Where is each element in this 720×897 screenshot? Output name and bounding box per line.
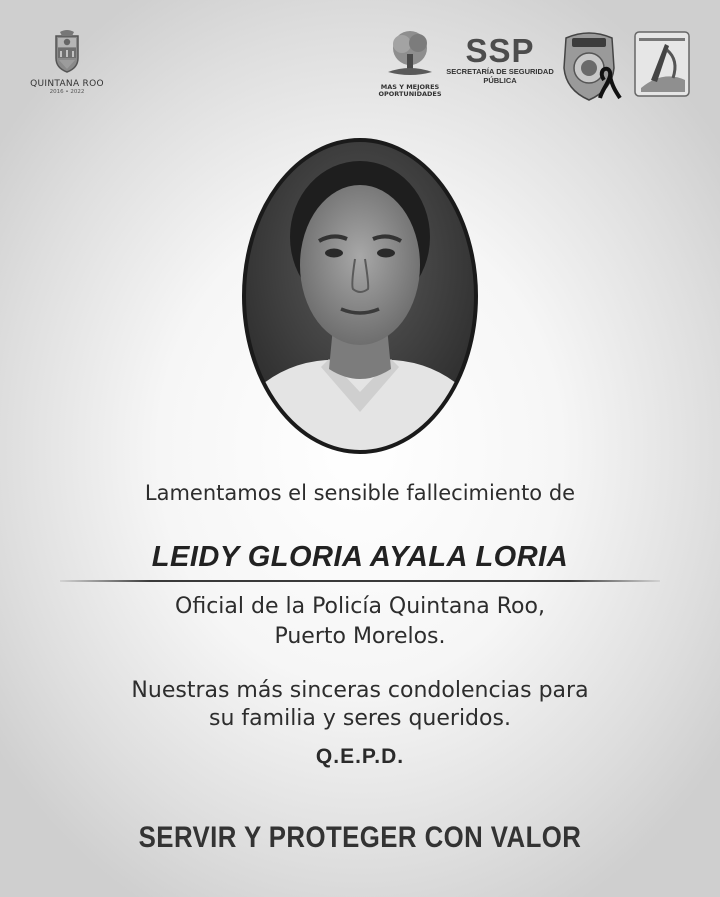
ssp-acronym: SSP (465, 32, 535, 69)
ssp-full-name-line2: PÚBLICA (483, 76, 517, 85)
state-logo-name: QUINTANA ROO (30, 79, 104, 89)
condolences-line-1: Nuestras más sinceras condolencias para (131, 678, 589, 703)
divider (60, 580, 660, 582)
motto-text: SERVIR Y PROTEGER CON VALOR (138, 821, 582, 854)
portrait-photo (241, 137, 479, 455)
oportunidades-logo (372, 30, 448, 98)
tree-logo-line2: OPORTUNIDADES (378, 90, 442, 98)
tree-icon (382, 30, 438, 80)
qepd-text: Q.E.P.D. (315, 745, 405, 768)
role-line-1: Oficial de la Policía Quintana Roo, (175, 594, 545, 619)
ssp-full-name-line1: SECRETARÍA DE SEGURIDAD (446, 67, 554, 76)
ssp-logo (446, 34, 554, 85)
role-line-2: Puerto Morelos. (274, 624, 446, 649)
tree-logo-line1: MAS Y MEJORES (380, 83, 440, 91)
state-crest-icon (50, 28, 84, 74)
quintana-roo-logo (28, 28, 106, 95)
intro-text: Lamentamos el sensible fallecimiento de (144, 481, 576, 505)
puerto-morelos-icon (633, 30, 691, 98)
state-logo-years: 2016 • 2022 (49, 89, 85, 95)
deceased-name: LEIDY GLORIA AYALA LORIA (151, 541, 569, 573)
police-badge-icon (556, 28, 622, 102)
condolences-line-2: su familia y seres queridos. (209, 706, 511, 731)
